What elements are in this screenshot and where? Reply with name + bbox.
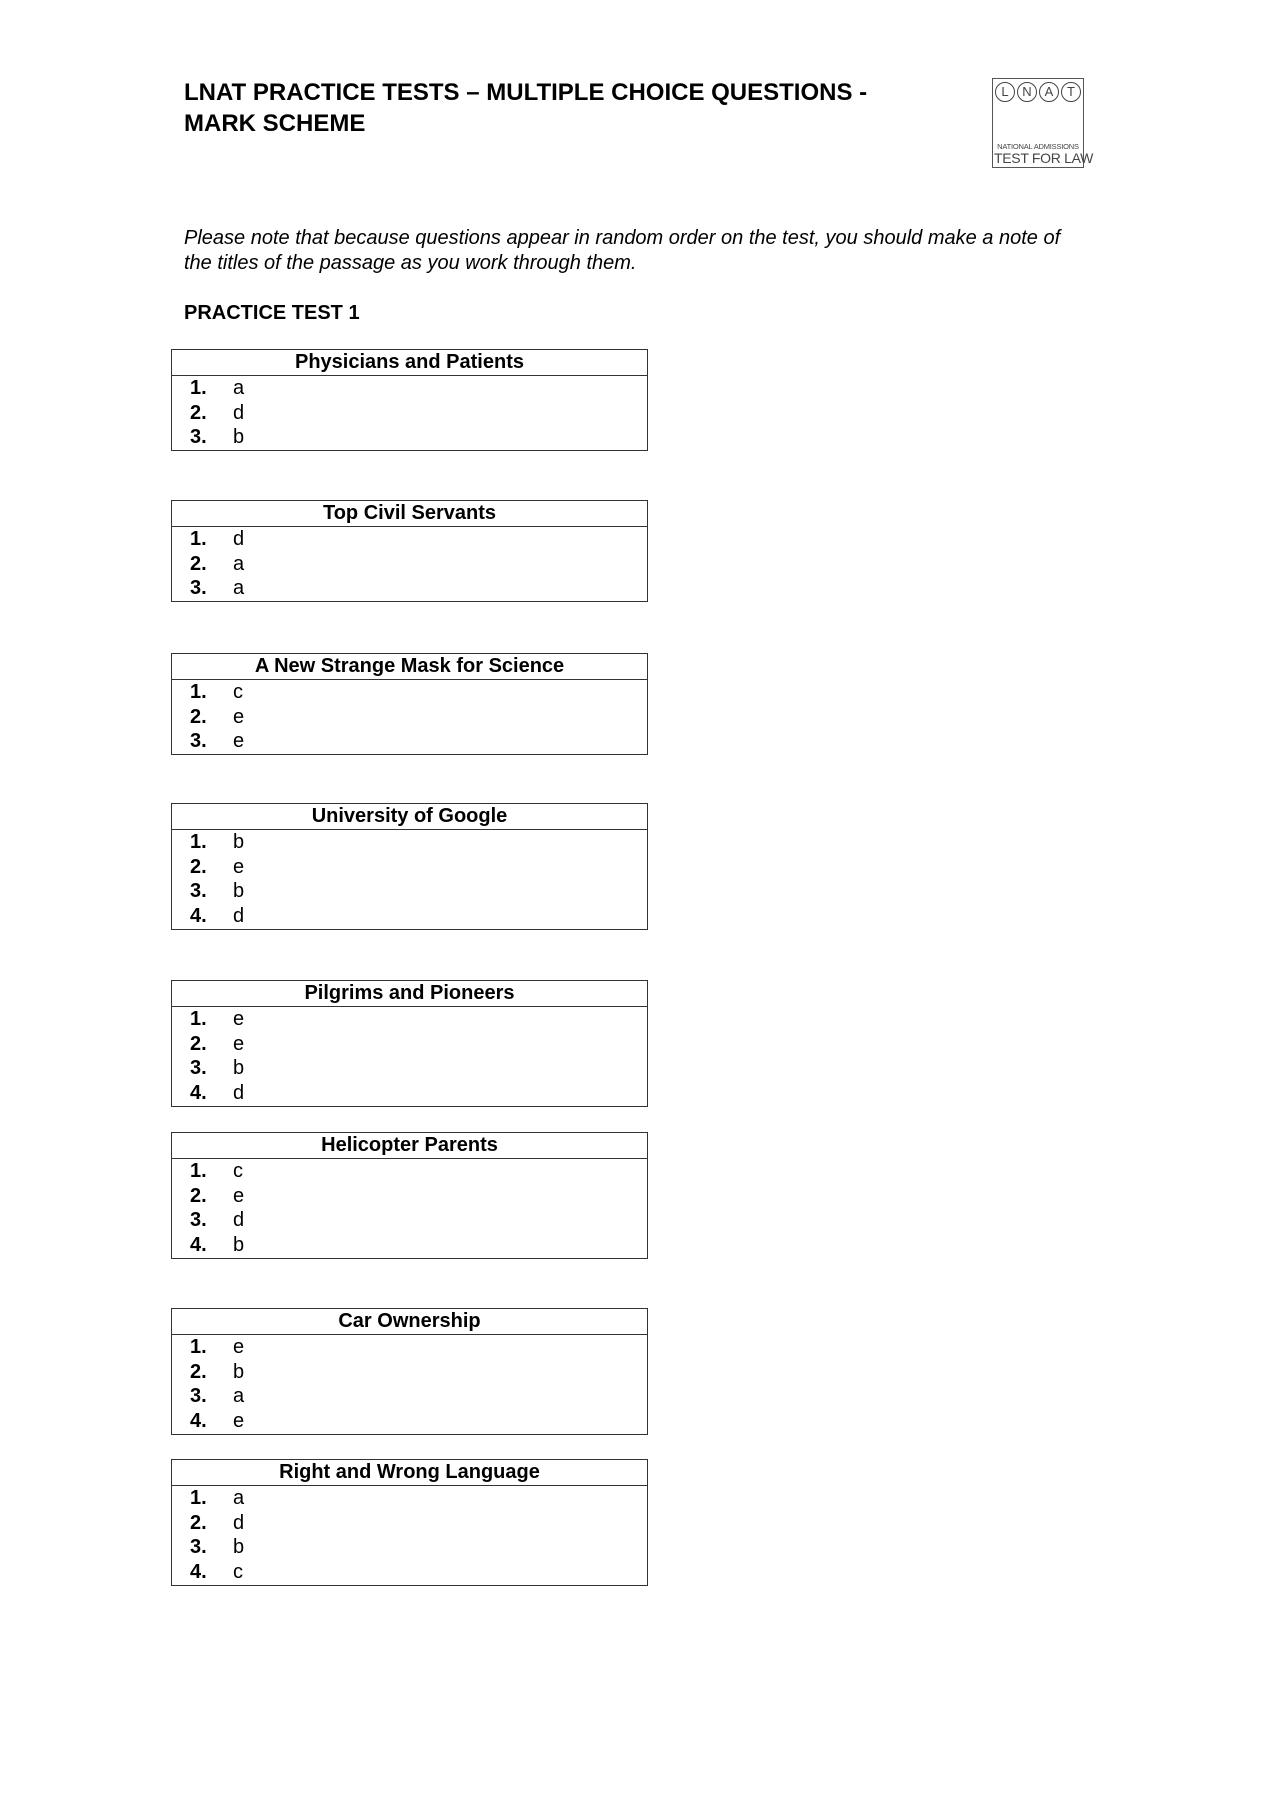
answer-row — [172, 552, 647, 577]
answer-letter: e — [233, 1008, 245, 1030]
answer-row — [172, 705, 647, 730]
answer-table — [171, 980, 648, 1107]
section-title: PRACTICE TEST 1 — [184, 302, 360, 324]
answer-letter: c — [233, 1561, 243, 1584]
answer-letter: c — [233, 1160, 243, 1182]
answer-letter: b — [233, 831, 245, 853]
passage-title: Physicians and Patients — [172, 350, 647, 376]
answer-letter: e — [233, 705, 245, 728]
page-title — [184, 77, 964, 139]
logo-letters — [995, 82, 1081, 102]
answer-row — [172, 879, 647, 904]
passage-title: Car Ownership — [172, 1309, 647, 1335]
answer-letter: e — [233, 1336, 245, 1358]
answer-letter: d — [233, 1209, 245, 1232]
question-number: 4. — [190, 1234, 207, 1257]
answer-table — [171, 1459, 648, 1586]
logo-letter-n-icon: N — [1017, 82, 1037, 102]
answer-row — [172, 425, 647, 450]
question-number: 1. — [190, 1487, 207, 1509]
answer-row — [172, 1511, 647, 1536]
question-number: 3. — [190, 1057, 207, 1080]
answer-letter: e — [233, 730, 245, 753]
logo-letter-l-icon: L — [995, 82, 1015, 102]
answer-row — [172, 1233, 647, 1258]
answer-row — [172, 1409, 647, 1434]
question-number: 4. — [190, 1410, 207, 1433]
question-number: 4. — [190, 1082, 207, 1105]
answer-row — [172, 1184, 647, 1209]
logo-subtitle-2: TEST FOR LAW — [994, 150, 1094, 166]
question-number: 3. — [190, 880, 207, 903]
answer-table — [171, 653, 648, 755]
answer-letter: b — [233, 426, 245, 449]
answer-row — [172, 1032, 647, 1057]
question-number: 2. — [190, 1360, 207, 1383]
question-number: 2. — [190, 1184, 207, 1207]
question-number: 3. — [190, 1209, 207, 1232]
question-number: 3. — [190, 1385, 207, 1408]
answer-row — [172, 1486, 647, 1511]
answer-letter: a — [233, 377, 245, 399]
question-number: 3. — [190, 577, 207, 600]
answer-row — [172, 1159, 647, 1184]
logo-letter-a-icon: A — [1039, 82, 1059, 102]
instruction-note: Please note that because questions appear in random order on the test, you should make a note of the titles of the passage as you work through them. — [184, 227, 1061, 274]
question-number: 1. — [190, 831, 207, 853]
answer-letter: e — [233, 1184, 245, 1207]
question-number: 4. — [190, 905, 207, 928]
question-number: 2. — [190, 705, 207, 728]
answer-letter: a — [233, 1487, 245, 1509]
answer-letter: b — [233, 1360, 245, 1383]
answer-letter: d — [233, 1082, 245, 1105]
question-number: 1. — [190, 1008, 207, 1030]
answer-table — [171, 803, 648, 930]
answer-letter: b — [233, 1234, 245, 1257]
lnat-logo — [992, 78, 1094, 168]
answer-row — [172, 1208, 647, 1233]
answer-letter: d — [233, 1511, 245, 1534]
answer-letter: b — [233, 1536, 245, 1559]
page-title-line-1: LNAT PRACTICE TESTS – MULTIPLE CHOICE QUESTIONS - — [184, 79, 868, 106]
answer-row — [172, 1535, 647, 1560]
question-number: 2. — [190, 401, 207, 424]
passage-title: Right and Wrong Language — [172, 1460, 647, 1486]
answer-row — [172, 830, 647, 855]
answer-row — [172, 401, 647, 426]
answer-row — [172, 576, 647, 601]
answer-table — [171, 500, 648, 602]
answer-letter: a — [233, 552, 245, 575]
logo-subtitle-1: NATIONAL ADMISSIONS — [997, 142, 1079, 151]
question-number: 1. — [190, 1336, 207, 1358]
answer-row — [172, 1007, 647, 1032]
answer-table — [171, 349, 648, 451]
logo-letter-t-icon: T — [1061, 82, 1081, 102]
passage-title: Pilgrims and Pioneers — [172, 981, 647, 1007]
question-number: 4. — [190, 1561, 207, 1584]
answer-table — [171, 1132, 648, 1259]
answer-letter: d — [233, 528, 245, 550]
question-number: 1. — [190, 377, 207, 399]
question-number: 2. — [190, 552, 207, 575]
passage-title: Top Civil Servants — [172, 501, 647, 527]
question-number: 1. — [190, 1160, 207, 1182]
answer-row — [172, 855, 647, 880]
answer-row — [172, 527, 647, 552]
passage-title: A New Strange Mask for Science — [172, 654, 647, 680]
answer-row — [172, 904, 647, 929]
answer-letter: e — [233, 1410, 245, 1433]
question-number: 1. — [190, 528, 207, 550]
answer-row — [172, 376, 647, 401]
answer-row — [172, 1081, 647, 1106]
answer-row — [172, 1335, 647, 1360]
answer-letter: d — [233, 401, 245, 424]
answer-letter: b — [233, 1057, 245, 1080]
passage-title: University of Google — [172, 804, 647, 830]
answer-letter: c — [233, 681, 243, 703]
answer-letter: e — [233, 855, 245, 878]
answer-row — [172, 1056, 647, 1081]
answer-row — [172, 1360, 647, 1385]
answer-row — [172, 680, 647, 705]
passage-title: Helicopter Parents — [172, 1133, 647, 1159]
answer-letter: a — [233, 577, 245, 600]
answer-letter: e — [233, 1032, 245, 1055]
question-number: 2. — [190, 855, 207, 878]
answer-row — [172, 1384, 647, 1409]
question-number: 3. — [190, 730, 207, 753]
answer-letter: a — [233, 1385, 245, 1408]
answer-table — [171, 1308, 648, 1435]
question-number: 2. — [190, 1032, 207, 1055]
answer-row — [172, 1560, 647, 1585]
answer-row — [172, 729, 647, 754]
question-number: 1. — [190, 681, 207, 703]
question-number: 3. — [190, 1536, 207, 1559]
question-number: 2. — [190, 1511, 207, 1534]
answer-letter: b — [233, 880, 245, 903]
question-number: 3. — [190, 426, 207, 449]
answer-letter: d — [233, 905, 245, 928]
page-title-line-2: MARK SCHEME — [184, 110, 366, 137]
